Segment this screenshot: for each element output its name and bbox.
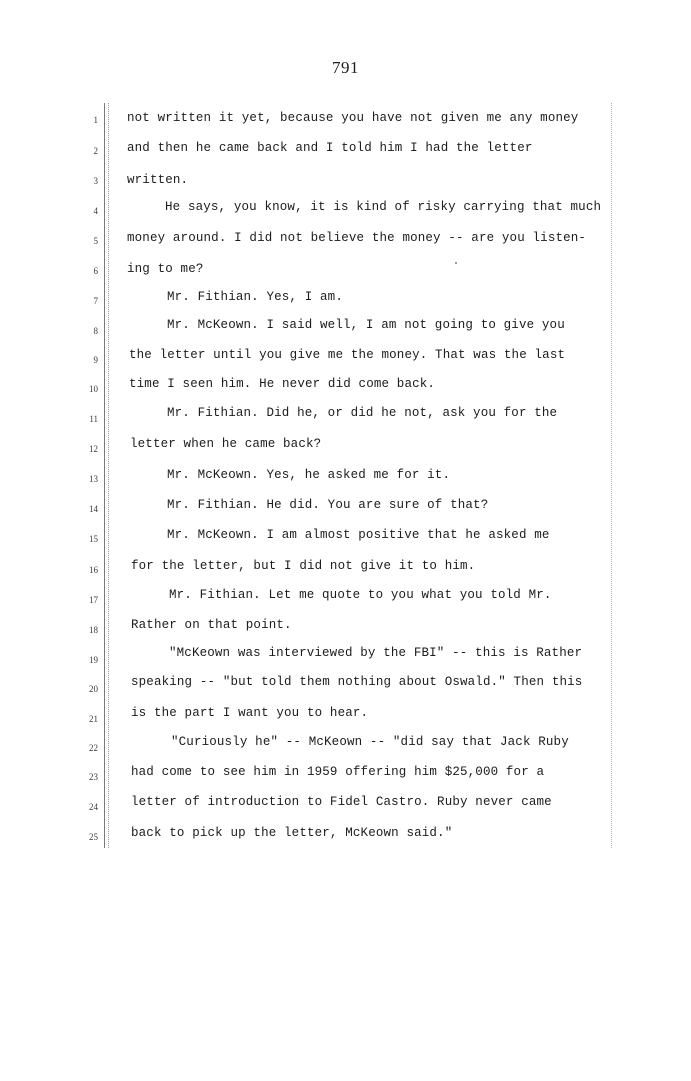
transcript-line: Rather on that point. [131,618,292,632]
transcript-line: Mr. McKeown. Yes, he asked me for it. [167,468,451,482]
line-number: 14 [89,504,98,514]
transcript-line: for the letter, but I did not give it to him. [131,559,476,573]
line-number: 11 [89,414,98,424]
line-number: 6 [93,266,98,276]
line-number: 7 [93,296,98,306]
line-number: 5 [93,236,98,246]
line-number: 15 [89,534,98,544]
transcript-line: Mr. McKeown. I am almost positive that he asked me [167,528,550,542]
transcript-line: back to pick up the letter, McKeown said." [131,826,453,840]
stray-mark [455,262,457,264]
left-margin-rule [104,103,109,848]
transcript-line: not written it yet, because you have not given me any money [127,111,579,125]
transcript-line: He says, you know, it is kind of risky carrying that much [165,200,602,214]
transcript-line: money around. I did not believe the money -- are you listen- [127,231,587,245]
transcript-line: time I seen him. He never did come back. [129,377,436,391]
line-number: 1 [93,115,98,125]
line-number: 22 [89,743,98,753]
transcript-line: is the part I want you to hear. [131,706,369,720]
line-number: 21 [89,714,98,724]
transcript-line: the letter until you give me the money. That was the last [129,348,566,362]
transcript-line: had come to see him in 1959 offering him $25,000 for a [131,765,545,779]
line-number: 20 [89,684,98,694]
line-number: 16 [89,565,98,575]
transcript-line: "McKeown was interviewed by the FBI" -- this is Rather [169,646,583,660]
page-number: 791 [332,58,359,77]
transcript-line: "Curiously he" -- McKeown -- "did say that Jack Ruby [171,735,569,749]
transcript-line: Mr. Fithian. Yes, I am. [167,290,343,304]
line-number: 13 [89,474,98,484]
line-number: 25 [89,832,98,842]
transcript-line: Mr. Fithian. Let me quote to you what you told Mr. [169,588,552,602]
line-number: 19 [89,655,98,665]
line-number: 23 [89,772,98,782]
line-number: 3 [93,176,98,186]
transcript-line: and then he came back and I told him I had the letter [127,141,533,155]
line-number: 10 [89,384,98,394]
line-number: 2 [93,146,98,156]
line-number: 18 [89,625,98,635]
transcript-line: Mr. Fithian. He did. You are sure of that? [167,498,489,512]
transcript-line: letter of introduction to Fidel Castro. Ruby never came [131,795,552,809]
transcript-line: ing to me? [127,262,204,276]
transcript-line: written. [127,173,189,187]
line-number: 9 [93,355,98,365]
transcript-line: letter when he came back? [130,437,322,451]
line-number: 12 [89,444,98,454]
transcript-line: Mr. Fithian. Did he, or did he not, ask you for the [167,406,558,420]
line-number: 17 [89,595,98,605]
line-number: 24 [89,802,98,812]
right-margin-rule [611,103,612,848]
transcript-line: speaking -- "but told them nothing about Oswald." Then this [131,675,583,689]
line-number: 4 [93,206,98,216]
line-number: 8 [93,326,98,336]
transcript-line: Mr. McKeown. I said well, I am not going to give you [167,318,565,332]
